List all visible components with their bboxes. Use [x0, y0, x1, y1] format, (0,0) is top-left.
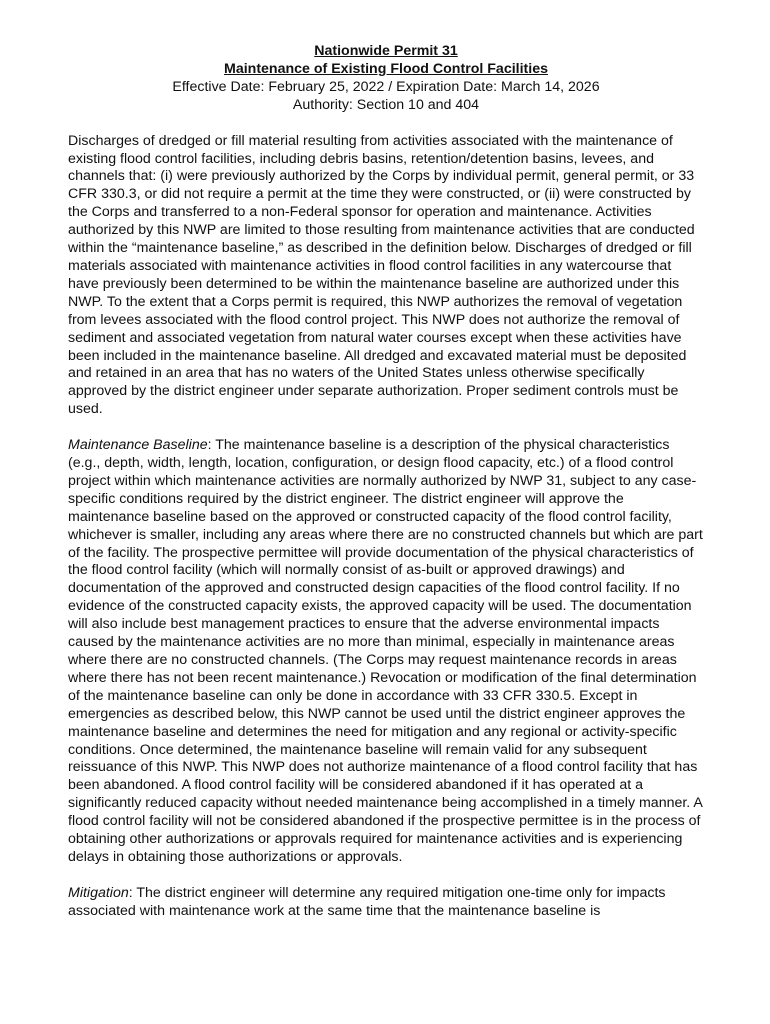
permit-title: Nationwide Permit 31	[314, 43, 458, 59]
mitigation-term: Mitigation	[68, 884, 129, 901]
document-header	[68, 43, 704, 115]
baseline-paragraph	[68, 437, 704, 867]
permit-subtitle: Maintenance of Existing Flood Control Facilities	[224, 60, 548, 77]
permit-dates: Effective Date: February 25, 2022 / Expiration Date: March 14, 2026	[172, 78, 600, 95]
intro-paragraph: Discharges of dredged or fill material resulting from activities associated with the maintenance of existing flood control facilities, including debris basins, retention/detention basins, levees, and channels that: (i) were previously authorized by the Corps by individual permit, general permit, or 33 CFR 330.3, or did not require a permit at the time they were constructed, or (ii) were constructed by the Corps and transferred to a non-Federal sponsor for operation and maintenance. Activities authorized by this NWP are limited to those resulting from maintenance activities that are conducted within the “maintenance baseline,” as described in the definition below. Discharges of dredged or fill materials associated with maintenance activities in flood control facilities in any watercourse that have previously been determined to be within the maintenance baseline are authorized under this NWP. To the extent that a Corps permit is required, this NWP authorizes the removal of vegetation from levees associated with the flood control project. This NWP does not authorize the removal of sediment and associated vegetation from natural water courses except when these activities have been included in the maintenance baseline. All dredged and excavated material must be deposited and retained in an area that has no waters of the United States unless otherwise specifically approved by the district engineer under separate authorization. Proper sediment controls must be used.	[68, 132, 695, 418]
permit-authority: Authority: Section 10 and 404	[292, 96, 480, 113]
mitigation-text: : The district engineer will determine any required mitigation one-time only for impacts associated with maintenance work at the same time that the maintenance baseline is	[68, 884, 666, 919]
baseline-term: Maintenance Baseline	[68, 437, 208, 454]
baseline-text: : The maintenance baseline is a description of the physical characteristics (e.g., depth, width, length, location, configuration, or design flood capacity, etc.) of a flood control project within which maintenance activities are normally authorized by NWP 31, subject to any case-specific conditions required by the district engineer. The district engineer will approve the maintenance baseline based on the approved or constructed capacity of the flood control facility, whichever is smaller, including any areas where there are no constructed channels but which are part of the facility. The prospective permittee will provide documentation of the physical characteristics of the flood control facility (which will normally consist of as-built or approved drawings) and documentation of the approved and constructed design capacities of the flood control facility. If no evidence of the constructed capacity exists, the approved capacity will be used. The documentation will also include best management practices to ensure that the adverse environmental impacts caused by the maintenance activities are no more than minimal, especially in maintenance areas where there are no constructed channels. (The Corps may request maintenance records in areas where there has not been recent maintenance.) Revocation or modification of the final determination of the maintenance baseline can only be done in accordance with 33 CFR 330.5. Except in emergencies as described below, this NWP cannot be used until the district engineer approves the maintenance baseline and determines the need for mitigation and any regional or activity-specific conditions. Once determined, the maintenance baseline will remain valid for any subsequent reissuance of this NWP. This NWP does not authorize maintenance of a flood control facility that has been abandoned. A flood control facility will be considered abandoned if it has operated at a significantly reduced capacity without needed maintenance being accomplished in a timely manner. A flood control facility will not be considered abandoned if the prospective permittee is in the process of obtaining other authorizations or approvals required for maintenance activities and is experiencing delays in obtaining those authorizations or approvals.	[68, 437, 703, 865]
mitigation-paragraph	[68, 885, 704, 921]
